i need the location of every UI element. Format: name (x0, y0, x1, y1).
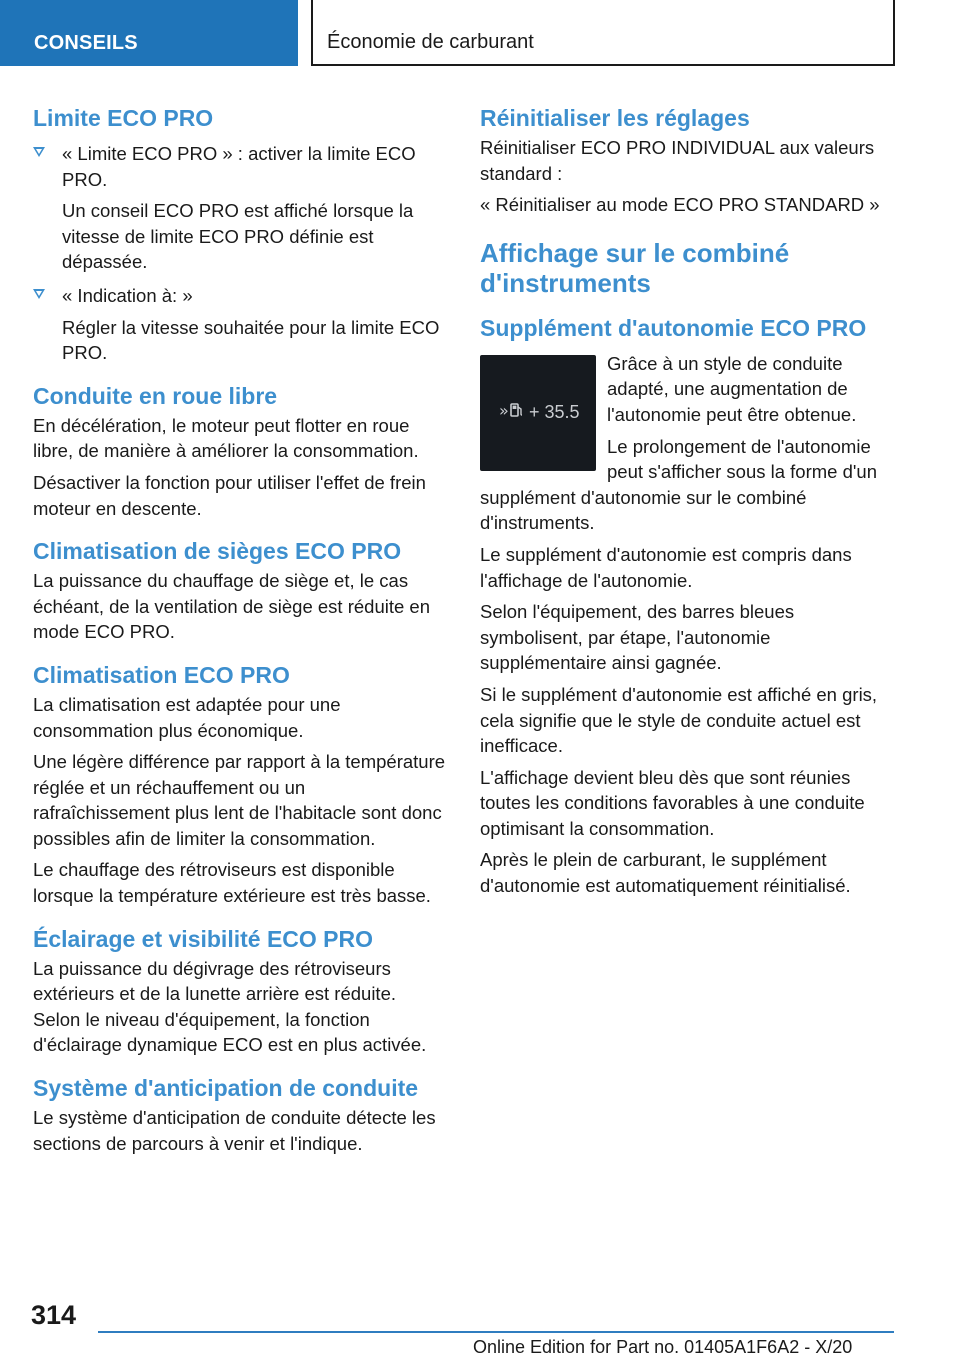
paragraph: La puissance du chauffage de siège et, le cas échéant, de la ventilation de siège est réduite en mode ECO PRO. (33, 570, 431, 643)
paragraph: La climatisation est adaptée pour une consommation plus économique. (33, 693, 341, 741)
paragraph: La puissance du dégivrage des rétroviseurs extérieurs et de la lunette arrière est réduite. Selon le niveau d'équipement, la fonction d'éclairage dynamique ECO est en plus activée. (33, 957, 427, 1056)
paragraph: Grâce à un style de conduite adapté, une augmentation de l'autonomie peut être obtenue. (607, 352, 857, 425)
page-header (0, 0, 960, 66)
heading-eclairage: Éclairage et visibilité ECO PRO (33, 925, 374, 952)
paragraph: En décélération, le moteur peut flotter en roue libre, de manière à améliorer la consommation. (33, 414, 419, 462)
heading-limite-eco-pro: Limite ECO PRO (33, 105, 214, 131)
figure-caption-text (607, 351, 896, 485)
paragraph: Réinitialiser ECO PRO INDIVIDUAL aux valeurs standard : (480, 137, 875, 184)
heading-anticipation: Système d'anticipation de conduite (33, 1075, 419, 1102)
chapter-title: Économie de carburant (311, 0, 895, 66)
list-item (33, 141, 446, 275)
paragraph: supplément d'autonomie sur le combiné d'instruments. (480, 486, 807, 534)
paragraph: Après le plein de carburant, le supplément d'autonomie est automatiquement réinitialisé. (480, 849, 851, 897)
heading-climatisation-eco-pro: Climatisation ECO PRO (33, 661, 290, 688)
left-column (33, 100, 446, 1156)
paragraph: Une légère différence par rapport à la température réglée et un réchauffement ou un rafraîchissement plus lent de l'habitacle sont donc possibles afin de limiter la consommation. (33, 751, 446, 849)
paragraph: Désactiver la fonction pour utiliser l'effet de frein moteur en descente. (33, 471, 426, 519)
bullet-description: Régler la vitesse souhaitée pour la limite ECO PRO. (62, 316, 440, 364)
section-tab: CONSEILS (0, 0, 298, 66)
bullet-text: « Indication à: » (62, 284, 193, 306)
heading-affichage-combine: Affichage sur le combiné d'instruments (480, 237, 790, 298)
paragraph: Selon l'équipement, des barres bleues symbolisent, par étape, l'autonomie supplémentaire ainsi gagnée. (480, 601, 795, 674)
heading-climatisation-sieges: Climatisation de sièges ECO PRO (33, 538, 402, 565)
paragraph: Si le supplément d'autonomie est affiché en gris, cela signifie que le style de conduite actuel est inefficace. (480, 683, 878, 757)
instrument-display-image (480, 355, 596, 471)
heading-roue-libre: Conduite en roue libre (33, 382, 278, 409)
paragraph: Le supplément d'autonomie est compris dans l'affichage de l'autonomie. (480, 543, 852, 591)
fuel-pump-icon: » (499, 402, 524, 420)
heading-reinitialiser: Réinitialiser les réglages (480, 105, 750, 131)
right-column (480, 100, 896, 899)
list-item (33, 283, 446, 366)
range-extension-value: + 35.5 (529, 401, 580, 422)
footer-edition: Online Edition for Part no. 01405A1F6A2 - X/20 (473, 1337, 853, 1357)
bullet-text: « Limite ECO PRO » : activer la limite ECO PRO. (62, 143, 416, 190)
paragraph: Le prolongement de l'autonomie peut s'afficher sous la forme d'un (607, 435, 877, 483)
paragraph: Le système d'anticipation de conduite détecte les sections de parcours à venir et l'indique. (33, 1107, 436, 1154)
bullet-description: Un conseil ECO PRO est affiché lorsque la vitesse de limite ECO PRO définie est dépassée. (62, 200, 414, 273)
triangle-bullet-icon (33, 289, 45, 299)
heading-supplement-autonomie: Supplément d'autonomie ECO PRO (480, 314, 867, 341)
triangle-bullet-icon (33, 147, 45, 157)
paragraph: L'affichage devient bleu dès que sont réunies toutes les conditions favorables à une conduite optimisant la consommation. (480, 766, 865, 839)
footer-divider (98, 1331, 894, 1333)
page-number: 314 (31, 1300, 77, 1330)
figure-block (480, 351, 896, 485)
paragraph: Le chauffage des rétroviseurs est disponible lorsque la température extérieure est très basse. (33, 859, 431, 907)
paragraph: « Réinitialiser au mode ECO PRO STANDARD » (480, 194, 880, 216)
